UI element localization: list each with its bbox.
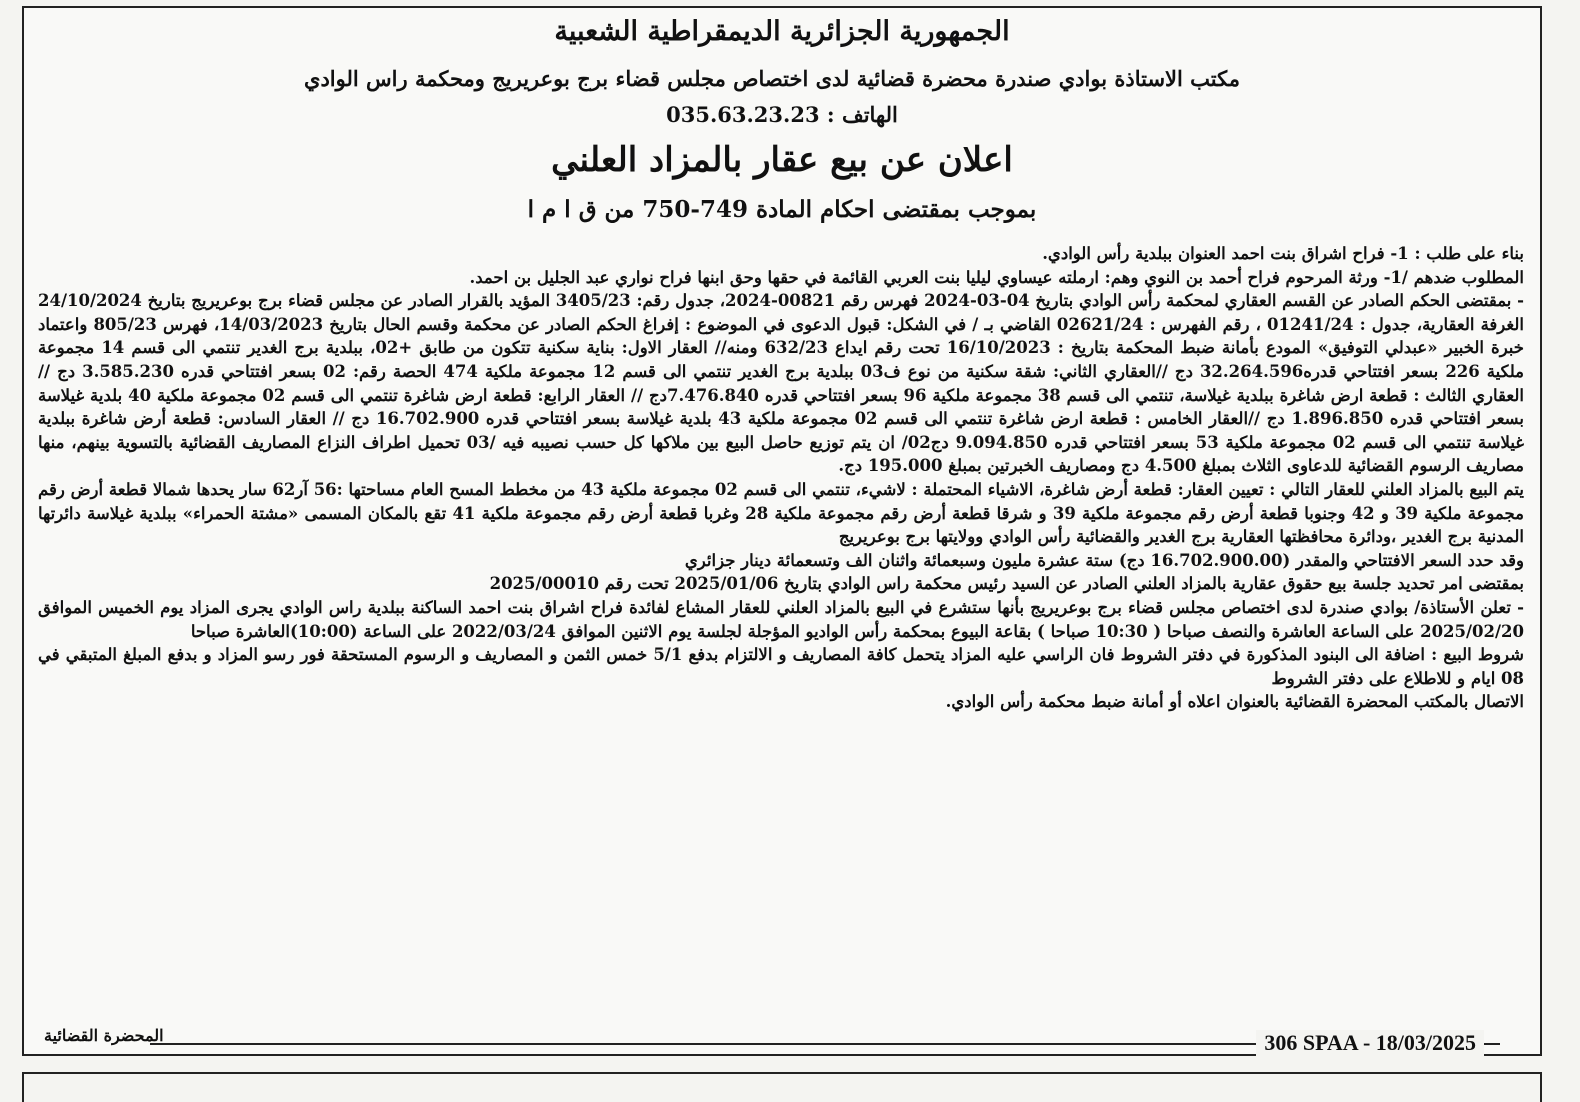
- paragraph-defendants: المطلوب ضدهم /1- ورثة المرحوم فراح أحمد بن النوي وهم: ارملته عيساوي ليليا بنت العربي القائمة في حقها وحق ابنها فراح نواري عبد الجليل بن احمد.: [469, 267, 1524, 287]
- paragraph-property: يتم البيع بالمزاد العلني للعقار التالي : تعيين العقار: قطعة أرض شاغرة، الاشياء المحتملة : لاشيء، تنتمي الى قسم 02 مجموعة ملكية 43 من مخطط المسح العام مساحتها :56 آر62 سار يحدها شمالا قطعة أرض رقم مجموعة ملكية 39 و 42 وجنوبا قطعة أرض رقم مجموعة ملكية 39 و شرقا قطعة أرض رقم مجموعة ملكية 28 وغربا قطعة أرض رقم مجموعة ملكية 41 تقع بالمكان المسمى «مشتة الحمراء» ببلدية غيلاسة دائرتها المدنية برج الغدير ،ودائرة محافظتها العقارية برج الغدير والقضائية رأس الوادي وولايتها برج بوعريريج: [38, 479, 1525, 547]
- notice-subtitle: بموجب بمقتضى احكام المادة 749-750 من ق ا م ا: [527, 196, 1037, 223]
- paragraph-judgment: - بمقتضى الحكم الصادر عن القسم العقاري لمحكمة رأس الوادي بتاريخ 04-03-2024 فهرس رقم 00821-2024، جدول رقم: 3405/23 المؤيد بالقرار الصادر عن مجلس قضاء برج بوعريريج بتاريخ 24/10/2024 الغرفة العقارية، جدول : 01241/24 ، رقم الفهرس : 02621/24 القاضي بـ / في الشكل: قبول الدعوى في الموضوع : إفراغ الحكم الصادر عن محكمة وقسم الحال بتاريخ 14/03/2023، فهرس 805/23 واعتماد خبرة الخبير «عبدلي التوفيق» المودع بأمانة ضبط المحكمة بتاريخ : 16/10/2023 تحت رقم ايداع 632/23 ومنه// العقار الاول: بناية سكنية تتكون من طابق +02، ببلدية برج الغدير تنتمي الى قسم 14 مجموعة ملكية 226 بسعر افتتاحي قدره32.264.596 دج //العقاري الثاني: شقة سكنية من نوع ف03 ببلدية برج الغدير تنتمي الى قسم 12 مجموعة ملكية 474 الحصة رقم: 02 بسعر افتتاحي قدره 3.585.230 دج //العقاري الثالث : قطعة ارض شاغرة ببلدية غيلاسة، تنتمي الى قسم 38 مجموعة ملكية 96 بسعر افتتاحي قدره 7.476.840دج // العقار الرابع: قطعة ارض شاغرة تنتمي الى قسم 02 مجموعة ملكية 40 بلدية غيلاسة بسعر افتتاحي قدره 1.896.850 دج //العقار الخامس : قطعة ارض شاغرة تنتمي الى قسم 02 مجموعة ملكية 43 بلدية غيلاسة بسعر افتتاحي قدره 16.702.900 دج // العقار السادس: قطعة أرض شاغرة ببلدية غيلاسة تنتمي الى قسم 02 مجموعة ملكية 53 بسعر افتتاحي قدره 9.094.850 دج02/ ان يتم توزيع حاصل البيع بين ملاكها كل حسب نصيبه فيه /03 تحميل اطراف النزاع المصاريف القضائية بالتسوية بينهم، منها مصاريف الرسوم القضائية للدعاوى الثلاث بمبلغ 4.500 دج ومصاريف الخبرتين بمبلغ 195.000 دج.: [38, 291, 1525, 476]
- phone-label: الهاتف :: [826, 102, 898, 127]
- paragraph-auction-date: - تعلن الأستاذة/ بوادي صندرة لدى اختصاص مجلس قضاء برج بوعريريج بأنها ستشرع في البيع بالمزاد العلني للعقار المشاع لفائدة فراح اشراق بنت احمد الساكنة ببلدية راس الوادي يجرى المزاد يوم الخميس الموافق 2025/02/20 على الساعة العاشرة والنصف صباحا ( 10:30 صباحا ) بقاعة البيوع بمحكمة رأس الواديو المؤجلة لجلسة يوم الاثنين الموافق 2022/03/24 على الساعة (10:00)العاشرة صباحا: [38, 597, 1524, 641]
- legal-notice: [22, 6, 1542, 1056]
- paragraph-contact: الاتصال بالمكتب المحضرة القضائية بالعنوان اعلاه أو أمانة ضبط محكمة رأس الوادي.: [945, 692, 1524, 712]
- notice-body: [38, 242, 1524, 714]
- publication-reference: 306 SPAA - 18/03/2025: [1256, 1030, 1484, 1056]
- phone-line: [24, 102, 1540, 127]
- paragraph-requester: بناء على طلب : 1- فراح اشراق بنت احمد العنوان ببلدية رأس الوادي.: [1042, 244, 1524, 263]
- next-notice-border: [22, 1072, 1542, 1102]
- phone-number: 035.63.23.23: [666, 102, 820, 127]
- paragraph-order: بمقتضى امر تحديد جلسة بيع حقوق عقارية بالمزاد العلني الصادر عن السيد رئيس محكمة راس الوادي بتاريخ 2025/01/06 تحت رقم 2025/00010: [489, 574, 1524, 594]
- signature: المحضرة القضائية: [44, 1026, 164, 1045]
- office-heading: مكتب الاستاذة بوادي صندرة محضرة قضائية لدى اختصاص مجلس قضاء برج بوعريريج ومحكمة راس الوادي: [304, 66, 1240, 91]
- paragraph-opening-price: وقد حدد السعر الافتتاحي والمقدر (16.702.900.00 دج) ستة عشرة مليون وسبعمائة واثنان الف وتسعمائة دينار جزائري: [684, 550, 1524, 570]
- republic-heading: الجمهورية الجزائرية الديمقراطية الشعبية: [554, 16, 1010, 47]
- paragraph-conditions: شروط البيع : اضافة الى البنود المذكورة في دفتر الشروط فان الراسي عليه المزاد يتحمل كافة المصاريف و الالتزام بدفع 5/1 خمس الثمن و المصاريف و الرسوم المستحقة فور رسو المزاد و بدفع المبلغ المتبقي في 08 ايام و للاطلاع على دفتر الشروط: [38, 645, 1524, 688]
- notice-title: اعلان عن بيع عقار بالمزاد العلني: [551, 140, 1013, 180]
